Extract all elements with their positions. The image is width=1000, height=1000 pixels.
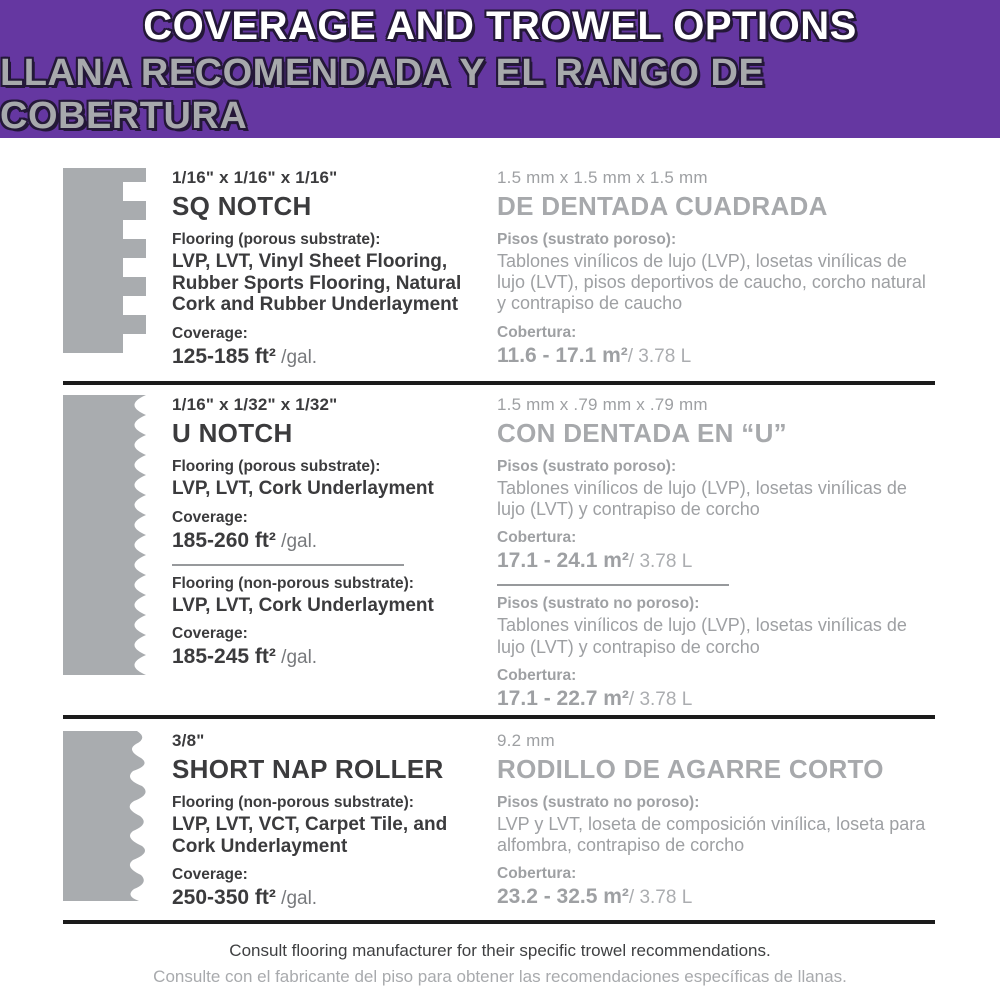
substrate-label-es: Pisos (sustrato no poroso): (497, 793, 700, 811)
roller-spanish-column (497, 731, 935, 910)
tool-name: SHORT NAP ROLLER (172, 753, 444, 784)
coverage-value-es: 11.6 - 17.1 m²/ 3.78 L (497, 343, 692, 367)
substrate-label-es: Pisos (sustrato poroso): (497, 231, 677, 248)
coverage-value: 125-185 ft² /gal. (172, 344, 318, 368)
coverage-label-es: Cobertura: (497, 323, 577, 341)
materials-list: LVP, LVT, Cork Underlayment (172, 477, 434, 499)
coverage-unit-es-2: / 3.78 L (628, 688, 693, 710)
short-nap-roller-icon (63, 731, 146, 910)
section-u-notch (0, 385, 1000, 715)
u-notch-english-column (172, 395, 497, 711)
substrate-label-es: Pisos (sustrato poroso): (497, 457, 677, 475)
header-banner (0, 0, 1000, 138)
substrate-label: Flooring (porous substrate): (172, 457, 381, 475)
notch-size-es: 1.5 mm x 1.5 mm x 1.5 mm (497, 168, 708, 187)
materials-list-es: Tablones vinílicos de lujo (LVP), losetas vinílicas de lujo (LVT) y contrapiso de corcho (497, 477, 907, 520)
section-sq-notch (0, 138, 1000, 381)
coverage-value: 250-350 ft² /gal. (172, 886, 318, 910)
materials-list: LVP, LVT, VCT, Carpet Tile, and Cork Underlayment (172, 813, 448, 857)
tool-name: U NOTCH (172, 417, 293, 448)
page-title-spanish: LLANA RECOMENDADA Y EL RANGO DE COBERTURA (0, 52, 765, 137)
footer-note-english: Consult flooring manufacturer for their specific trowel recommendations. (229, 941, 771, 961)
nap-size-es: 9.2 mm (497, 730, 555, 750)
coverage-value-2: 185-245 ft² /gal. (172, 645, 318, 669)
coverage-label: Coverage: (172, 324, 248, 342)
notch-size: 1/16" x 1/16" x 1/16" (172, 168, 338, 187)
coverage-label-es: Cobertura: (497, 865, 577, 883)
coverage-unit: /gal. (275, 530, 318, 552)
coverage-label: Coverage: (172, 866, 248, 884)
materials-list-es: LVP y LVT, loseta de composición vinílica, loseta para alfombra, contrapiso de corcho (497, 813, 926, 856)
coverage-unit: /gal. (275, 888, 318, 910)
tool-name-es: CON DENTADA EN “U” (497, 417, 787, 448)
coverage-value: 185-260 ft² /gal. (172, 528, 318, 552)
footer-note-spanish: Consulte con el fabricante del piso para obtener las recomendaciones específicas de llanas. (153, 967, 847, 987)
footer-note (0, 940, 1000, 989)
coverage-unit-es: / 3.78 L (628, 887, 693, 909)
coverage-unit: /gal. (275, 346, 318, 368)
tool-name-es: RODILLO DE AGARRE CORTO (497, 753, 884, 784)
coverage-unit-2: /gal. (275, 647, 318, 669)
square-notch-trowel-icon (63, 168, 146, 369)
coverage-value-es: 23.2 - 32.5 m²/ 3.78 L (497, 885, 693, 909)
materials-list-es: Tablones vinílicos de lujo (LVP), losetas vinílicas de lujo (LVT), pisos deportivos de caucho, corcho natural y contrapiso de caucho (497, 251, 926, 314)
notch-size: 1/16" x 1/32" x 1/32" (172, 394, 338, 414)
substrate-label-es-2: Pisos (sustrato no poroso): (497, 595, 700, 613)
substrate-divider-es (497, 584, 729, 586)
substrate-divider (172, 564, 404, 566)
u-notch-trowel-icon (63, 395, 146, 711)
coverage-value-es: 17.1 - 24.1 m²/ 3.78 L (497, 549, 693, 573)
substrate-label: Flooring (porous substrate): (172, 231, 381, 248)
substrate-label: Flooring (non-porous substrate): (172, 793, 414, 811)
coverage-value-es-2: 17.1 - 22.7 m²/ 3.78 L (497, 686, 693, 710)
section-short-nap-roller (0, 719, 1000, 920)
notch-size-es: 1.5 mm x .79 mm x .79 mm (497, 394, 708, 414)
tool-name-es: DE DENTADA CUADRADA (497, 191, 828, 221)
materials-list-2: LVP, LVT, Cork Underlayment (172, 594, 434, 616)
substrate-label-2: Flooring (non-porous substrate): (172, 574, 414, 592)
coverage-label: Coverage: (172, 508, 248, 526)
materials-list: LVP, LVT, Vinyl Sheet Flooring, Rubber Sports Flooring, Natural Cork and Rubber Underlayment (172, 251, 462, 316)
nap-size: 3/8" (172, 730, 205, 750)
sq-notch-spanish-column (497, 168, 935, 369)
coverage-unit-es: / 3.78 L (627, 345, 692, 367)
sq-notch-english-column (172, 168, 497, 369)
coverage-label-2: Coverage: (172, 625, 248, 643)
coverage-label-es: Cobertura: (497, 529, 577, 547)
tool-name: SQ NOTCH (172, 191, 312, 221)
section-divider (63, 920, 935, 924)
u-notch-spanish-column (497, 395, 935, 711)
roller-english-column (172, 731, 497, 910)
page-title: COVERAGE AND TROWEL OPTIONS (143, 4, 857, 48)
coverage-unit-es: / 3.78 L (628, 551, 693, 573)
materials-list-es-2: Tablones vinílicos de lujo (LVP), losetas vinílicas de lujo (LVT) y contrapiso de corcho (497, 615, 907, 657)
coverage-label-es-2: Cobertura: (497, 666, 577, 684)
